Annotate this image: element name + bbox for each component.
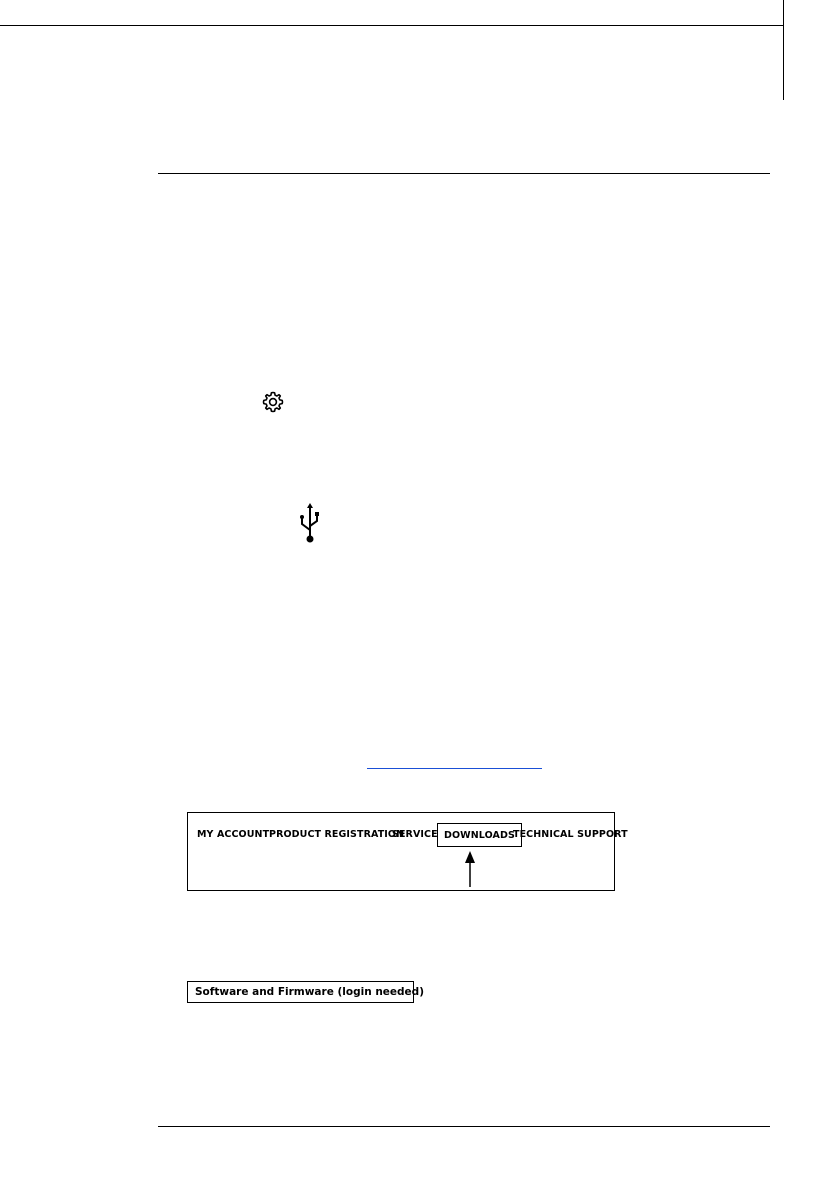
crop-mark-vertical [783,0,784,100]
website-nav-bar [187,812,628,891]
header-rule [158,173,770,174]
crop-mark-horizontal [0,25,783,26]
usb-icon [298,502,322,544]
gear-icon [261,390,285,414]
arrow-up-icon [463,850,477,888]
nav-technical-support[interactable]: TECHNICAL SUPPORT [513,829,628,840]
software-firmware-button[interactable]: Software and Firmware (login needed) [187,981,414,1003]
hyperlink-underline[interactable] [367,768,542,769]
nav-my-account[interactable]: MY ACCOUNT [197,829,270,840]
nav-product-registration[interactable]: PRODUCT REGISTRATION [269,829,405,840]
nav-service[interactable]: SERVICE [392,829,438,840]
nav-downloads[interactable]: DOWNLOADS [437,823,522,847]
footer-rule [158,1126,770,1127]
